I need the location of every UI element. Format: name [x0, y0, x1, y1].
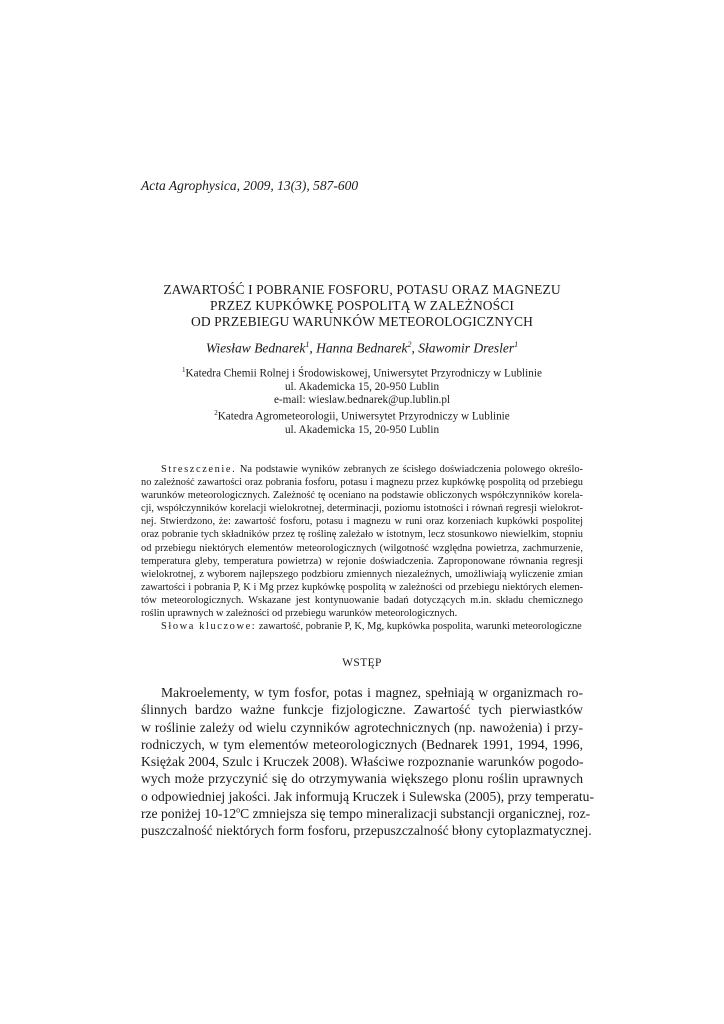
paper-title	[120, 282, 604, 330]
author-list	[120, 340, 604, 357]
affiliation-mark: 1	[182, 366, 186, 374]
abstract-line: oraz pobranie tych składników przez tę roślinę zależało w istotnym, lecz stosunkowo niewielkim, stopniu	[141, 529, 583, 541]
abstract-line	[141, 463, 583, 476]
author-name: Wiesław Bednarek	[205, 340, 306, 356]
affiliation-address: ul. Akademicka 15, 20-950 Lublin	[284, 424, 440, 437]
author-separator: ,	[309, 340, 317, 356]
title-line: ZAWARTOŚĆ I POBRANIE FOSFORU, POTASU ORAZ MAGNEZU	[163, 282, 561, 297]
body-line: ślinnych bardzo ważne funkcje fizjologiczne. Zawartość tych pierwiastków	[141, 702, 583, 718]
abstract	[141, 463, 583, 633]
author-name: Hanna Bednarek	[316, 340, 408, 356]
title-line: OD PRZEBIEGU WARUNKÓW METEOROLOGICZNYCH	[190, 314, 533, 329]
section-heading: WSTĘP	[342, 657, 382, 669]
abstract-line: roślin uprawnych w zależności od przebiegu warunków meteorologicznych.	[141, 608, 458, 620]
author-affiliation-mark: 1	[514, 340, 519, 349]
body-line: Makroelementy, w tym fosfor, potas i magnez, spełniają w organizmach ro-	[161, 685, 583, 700]
body-text: rze poniżej 10-12	[141, 806, 237, 822]
abstract-line: no zależność zawartości oraz pobrania fosforu, potasu i magnezu przez kupkówkę pospolitą od przebiegu	[141, 477, 583, 489]
degree-mark: o	[236, 805, 241, 815]
affiliation-address: ul. Akademicka 15, 20-950 Lublin	[284, 380, 440, 393]
keywords-text: zawartość, pobranie P, K, Mg, kupkówka pospolita, warunki meteorologiczne	[256, 621, 582, 633]
abstract-line: zawartości i pobrania P, K i Mg przez kupkówkę pospolitą w zależności od przebiegu niektórych elemen-	[141, 581, 583, 593]
affiliation-text: Katedra Agrometeorologii, Uniwersytet Przyrodniczy w Lublinie	[217, 411, 510, 424]
affiliation-email[interactable]: e-mail: wieslaw.bednarek@up.lublin.pl	[273, 394, 451, 407]
abstract-line: warunków meteorologicznych. Zależność tę oceniano na podstawie obliczonych współczynników korela-	[141, 490, 583, 502]
keywords-label: Słowa kluczowe:	[161, 621, 257, 633]
abstract-text: Na podstawie wyników zebranych ze ścisłego doświadczenia polowego określo-	[236, 464, 583, 475]
abstract-label: Streszczenie.	[161, 464, 237, 475]
body-line: rodniczych, w tym elementów meteorologicznych (Bednarek 1991, 1994, 1996,	[141, 736, 583, 752]
body-line: puszczalność niektórych form fosforu, przepuszczalność błony cytoplazmatycznej.	[141, 823, 592, 839]
body-paragraph	[141, 684, 594, 840]
body-line	[141, 805, 591, 822]
body-line: wych może przyczynić się do otrzymywania większego plonu roślin uprawnych	[141, 771, 583, 787]
body-line: o odpowiedniej jakości. Jak informują Kruczek i Sulewska (2005), przy temperatu-	[141, 788, 594, 804]
abstract-line: nej. Stwierdzono, że: zawartość fosforu, potasu i magnezu w runi oraz korzeniach kupkówki pospolitej	[141, 516, 583, 528]
journal-reference: Acta Agrophysica, 2009, 13(3), 587-600	[141, 178, 359, 193]
author-name: Sławomir Dresler	[418, 340, 515, 356]
affiliation-text: Katedra Chemii Rolnej i Środowiskowej, Uniwersytet Przyrodniczy w Lublinie	[185, 367, 542, 380]
abstract-line: wielokrotnej, z wyborem najlepszego podzbioru zmiennych niezależnych, umożliwiają wyliczenie zmian	[141, 568, 583, 580]
author-affiliation-mark: 2	[407, 340, 412, 349]
abstract-line: cji, współczynników korelacji wielokrotnej, determinacji, poziomu istotności i równań regresji wielokrot-	[141, 503, 583, 515]
affiliations	[120, 364, 604, 437]
abstract-line: tów meteorologicznych. Wskazane jest kontynuowanie badań dotyczących m.in. składu chemicznego	[141, 594, 583, 606]
body-line: Księżak 2004, Szulc i Kruczek 2008). Właściwe rozpoznanie warunków pogodo-	[141, 754, 584, 770]
affiliation-line	[120, 407, 604, 424]
abstract-line: od przebiegu niektórych elementów meteorologicznych (wilgotność względna powietrza, zachmurzenie,	[141, 542, 583, 554]
title-line: PRZEZ KUPKÓWKĘ POSPOLITĄ W ZALEŻNOŚCI	[210, 298, 514, 313]
author-affiliation-mark: 1	[305, 340, 310, 349]
abstract-line: temperatura gleby, temperatura powietrza) w rejonie doświadczenia. Zaproponowane równania regresji	[141, 555, 583, 567]
keywords-line	[141, 620, 583, 633]
body-line: w roślinie zależy od wielu czynników agrotechnicznych (np. nawożenia) i przy-	[141, 719, 583, 735]
affiliation-mark: 2	[214, 409, 218, 418]
author-separator: ,	[411, 340, 419, 356]
body-text: C zmniejsza się tempo mineralizacji substancji organicznej, roz-	[240, 806, 591, 822]
affiliation-line	[120, 364, 604, 381]
